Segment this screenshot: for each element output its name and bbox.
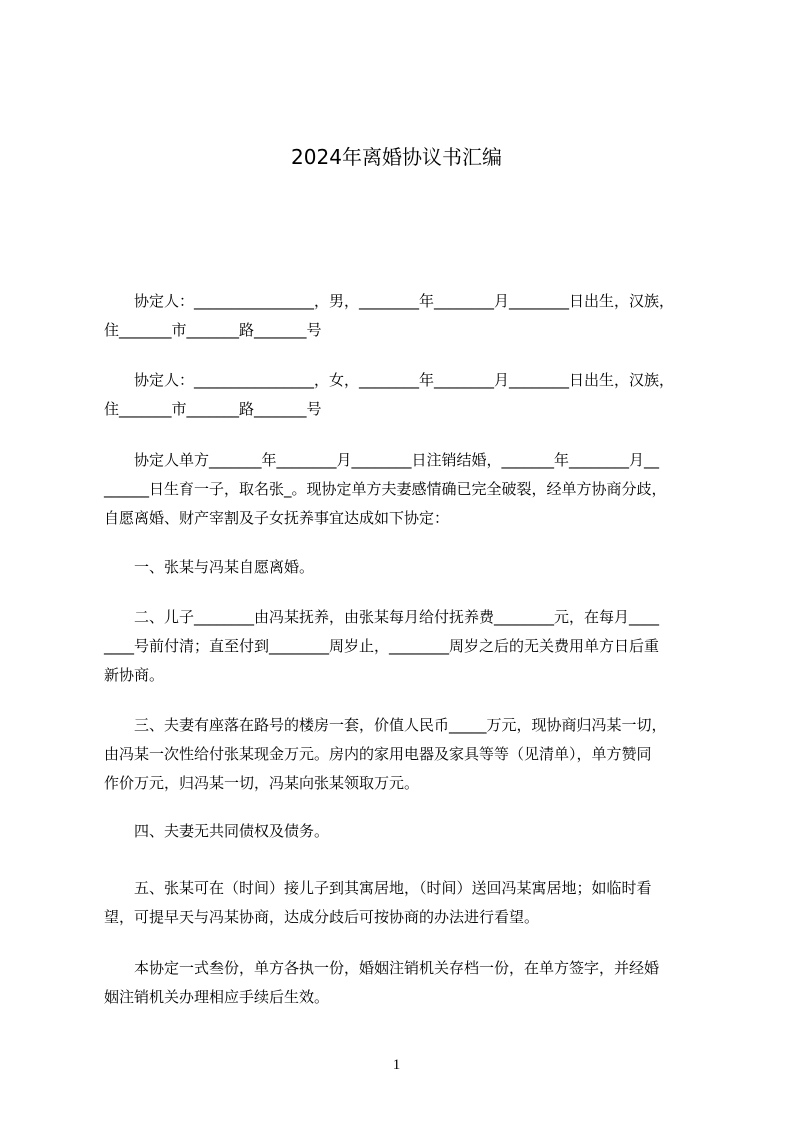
text-line: 住_______市_______路_______号 xyxy=(104,321,322,339)
text-line: 协定人：________________，男，________年________月________日出生，汉族， xyxy=(104,292,675,310)
text-line: ______日生育一子，取名张_。现协定单方夫妻感情确已完全破裂，经单方协商分歧， xyxy=(104,480,667,498)
text-line: 三、夫妻有座落在路号的楼房一套，价值人民币_____万元，现协商归冯某一切， xyxy=(104,716,667,734)
paragraph-clause-2 xyxy=(104,603,704,690)
page-number: 1 xyxy=(392,1057,401,1073)
text-line: 协定人单方_______年________月________日注销结婚，_______年________月__ xyxy=(104,451,660,469)
text-line: 自愿离婚、财产宰割及子女抚养事宜达成如下协定： xyxy=(104,509,450,527)
paragraph-clause-1 xyxy=(104,553,704,582)
paragraph-intro xyxy=(104,446,704,533)
text-line: 住_______市_______路_______号 xyxy=(104,400,322,418)
paragraph-party-1 xyxy=(104,287,704,345)
text-line: 新协商。 xyxy=(104,666,165,684)
text-line: 作价万元，归冯某一切，冯某向张某领取万元。 xyxy=(104,774,420,792)
document-title: 2024年离婚协议书汇编 xyxy=(291,145,502,169)
paragraph-clause-4 xyxy=(104,817,704,846)
text-line: 姻注销机关办理相应手续后生效。 xyxy=(104,988,330,1006)
text-line: 二、儿子________由冯某抚养，由张某每月给付抚养费________元，在每月____ xyxy=(104,608,660,626)
text-line: ____号前付清；直至付到________周岁止，________周岁之后的无关费用单方日后重 xyxy=(104,637,660,655)
text-line: 本协定一式叁份，单方各执一份，婚姻注销机关存档一份，在单方签字，并经婚 xyxy=(104,959,660,977)
text-line: 望，可提早天与冯某协商，达成分歧后可按协商的办法进行看望。 xyxy=(104,908,540,926)
paragraph-clause-5 xyxy=(104,874,704,932)
text-line: 协定人：________________，女，________年________月________日出生，汉族， xyxy=(104,371,675,389)
text-line: 由冯某一次性给付张某现金万元。房内的家用电器及家具等等（见清单），单方赞同 xyxy=(104,745,652,763)
text-line: 一、张某与冯某自愿离婚。 xyxy=(104,558,315,576)
text-line: 五、张某可在（时间）接儿子到其寓居地，（时间）送回冯某寓居地；如临时看 xyxy=(104,879,652,897)
paragraph-effectiveness xyxy=(104,954,704,1012)
paragraph-party-2 xyxy=(104,366,704,424)
text-line: 四、夫妻无共同债权及债务。 xyxy=(104,822,330,840)
paragraph-clause-3 xyxy=(104,711,704,798)
